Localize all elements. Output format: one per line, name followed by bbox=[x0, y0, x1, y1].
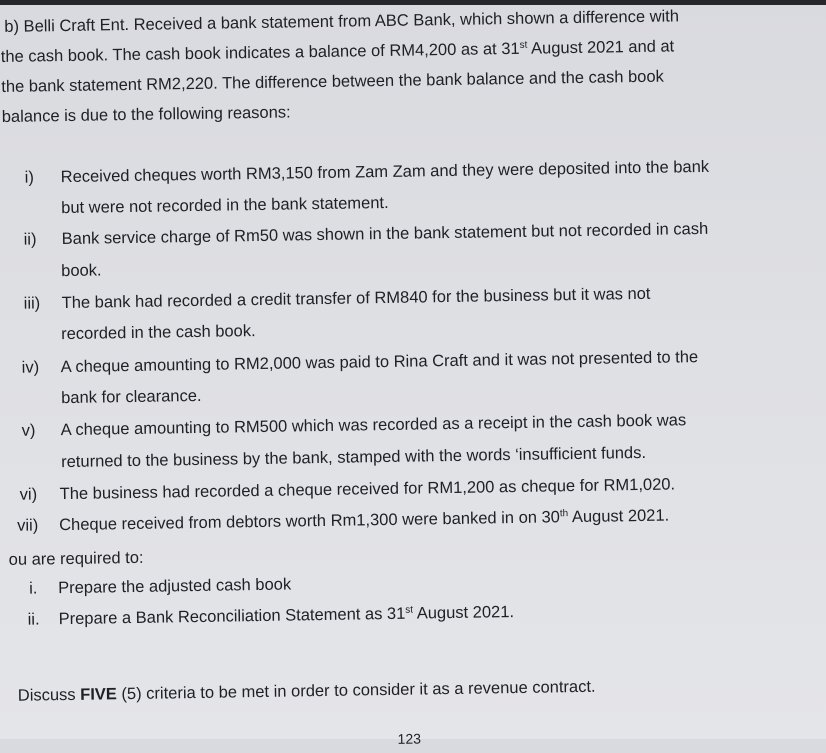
page-number: 123 bbox=[397, 730, 422, 747]
reason-2-line2: book. bbox=[61, 261, 102, 281]
reason-3-line1: The bank had recorded a credit transfer of RM840 for the business but it was not bbox=[61, 284, 651, 313]
reason-2-number: ii) bbox=[23, 230, 37, 249]
reason-1-line2: but were not recorded in the bank statement. bbox=[61, 193, 389, 218]
task-2-text: Prepare a Bank Reconciliation Statement as 31st August 2021. bbox=[58, 603, 515, 629]
question-b-line3: the bank statement RM2,220. The difference between the bank balance and the cash book bbox=[1, 67, 664, 96]
reason-1-line1: Received cheques worth RM3,150 from Zam Zam and they were deposited into the bank bbox=[60, 157, 710, 187]
reason-5-number: v) bbox=[21, 421, 36, 440]
task-2-number: ii. bbox=[27, 610, 40, 629]
discuss-emphasis: FIVE bbox=[80, 685, 118, 704]
task-1-text: Prepare the adjusted cash book bbox=[58, 575, 292, 598]
reason-6-number: vi) bbox=[19, 485, 38, 504]
question-label: b) bbox=[4, 17, 20, 36]
discuss-question: Discuss FIVE (5) criteria to be met in order to consider it as a revenue contract. bbox=[17, 677, 596, 705]
reason-1-number: i) bbox=[24, 168, 35, 187]
question-b-line1 bbox=[4, 6, 679, 37]
task-1-number: i. bbox=[29, 579, 38, 598]
question-b-line2: the cash book. The cash book indicates a balance of RM4,200 as at 31st August 2021 and at bbox=[0, 37, 675, 66]
reason-5-line2: returned to the business by the bank, stamped with the words ‘insufficient funds. bbox=[61, 443, 647, 472]
reason-7-number: vii) bbox=[17, 516, 39, 535]
question-text: Belli Craft Ent. Received a bank statement from ABC Bank, which shown a difference with bbox=[23, 7, 680, 36]
question-b-line4: balance is due to the following reasons: bbox=[1, 103, 291, 126]
reason-6-line1: The business had recorded a cheque received for RM1,200 as cheque for RM1,020. bbox=[59, 475, 676, 504]
reason-3-line2: recorded in the cash book. bbox=[61, 322, 256, 344]
reason-2-line1: Bank service charge of Rm50 was shown in the bank statement but not recorded in cash bbox=[61, 219, 709, 249]
reason-4-line1: A cheque amounting to RM2,000 was paid to Rina Craft and it was not presented to the bbox=[60, 348, 699, 377]
reason-5-line1: A cheque amounting to RM500 which was recorded as a receipt in the cash book was bbox=[60, 411, 687, 440]
reason-4-line2: bank for clearance. bbox=[61, 386, 202, 408]
reason-7-line1: Cheque received from debtors worth Rm1,300 were banked in on 30th August 2021. bbox=[59, 506, 670, 535]
reason-3-number: iii) bbox=[23, 294, 41, 313]
reason-4-number: iv) bbox=[21, 358, 40, 377]
required-intro: ou are required to: bbox=[8, 548, 144, 569]
